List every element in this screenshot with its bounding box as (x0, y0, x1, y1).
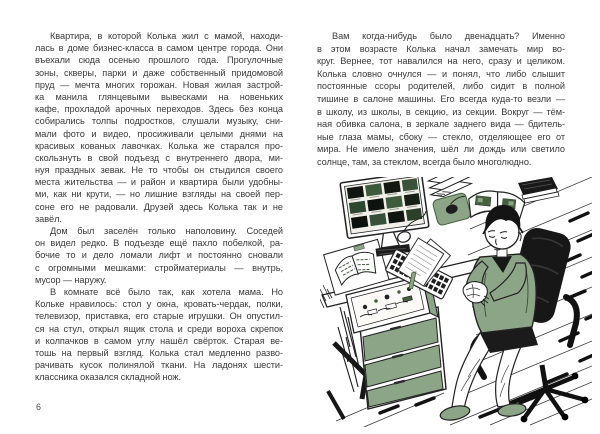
text-line: и колпачков в самом углу нашёл свёрток. Старая ве- (35, 335, 283, 346)
text-line: скользнуть в свой подъезд с внутреннего двора, ми- (35, 152, 283, 163)
text-line: постоянные ссоры родителей, либо сидит в полной (317, 81, 565, 92)
text-line: в этом возрасте Колька начал замечать мир во- (317, 43, 565, 54)
text-line: Дом был заселён только наполовину. Соседей (50, 226, 283, 236)
text-line: красивых кованых лавочках. Колька же старался про- (35, 140, 283, 151)
text-line: Колька словно очнулся — и понял, что либо слышит (317, 68, 565, 79)
mousepad-illustration (432, 192, 472, 226)
text-line: с огромными мешками: стройматериалы — внутрь, (35, 262, 283, 273)
boy-left-shoe (439, 404, 471, 423)
paragraph (317, 30, 565, 169)
paragraph (35, 286, 283, 384)
text-line: классника оказался складной нож. (35, 372, 182, 383)
text-line: соне его не радовали. Друзей здесь Колька так и не (35, 201, 283, 212)
text-line: круг. Вернее, тот навалился на него, сразу и целиком. (317, 56, 565, 67)
text-line: въехали сюда осенью прошлого года. Прогулочные (35, 55, 283, 66)
text-line: рачивать кусок полинялой ткани. На ладонях шести- (35, 360, 283, 371)
text-line: В комнате всё было так, как хотела мама. Но (50, 286, 283, 297)
text-line: Квартира, в которой Колька жил с мамой, находи- (50, 31, 283, 41)
paragraph (35, 30, 283, 225)
text-line: ка манила глянцевыми вывесками на новеньких (35, 91, 283, 102)
text-line: завёл. (35, 213, 62, 224)
text-line: нуя праздных зевак. Не то чтобы он стыдился своего (35, 165, 283, 176)
right-page (300, 0, 600, 434)
right-page-text (317, 30, 565, 169)
text-line: ми, как ни крути, — но лишние взгляды на своей пер- (35, 189, 283, 200)
text-line: телевизор, приставка, его старые игрушки. Он опустил- (35, 311, 283, 322)
text-line: тошь на первый взгляд. Колька стал медленно разво- (35, 347, 283, 358)
left-page-text (35, 30, 283, 383)
text-line: ные глаза мамы, сбоку — стекло, отделяющее его от (317, 131, 565, 142)
text-line: ная обивка салона, в зеркале заднего вида — бдитель- (317, 119, 565, 130)
text-line: Вам когда-нибудь было двенадцать? Именно (332, 31, 565, 41)
text-line: мали фото и видео, просиживали целыми днями на (35, 128, 283, 139)
text-line: тишине в салоне машины. Его всегда куда-то везли — (317, 93, 565, 104)
text-line: зоны, скверы, парки и даже собственный придомовой (35, 67, 283, 78)
text-line: он видел редко. В подъезде ещё пахло побелкой, ра- (35, 238, 283, 249)
text-line: места жительства — и район и квартира были удобны- (35, 177, 283, 188)
text-line: мира. Не имело значения, шёл ли дождь или светило (317, 144, 565, 155)
text-line: Кольке нравилось: стол у окна, кровать-чердак, полки, (35, 299, 283, 310)
room-illustration (320, 177, 592, 427)
boy-illustration (439, 205, 538, 422)
text-line: мусор — наружу. (35, 274, 107, 285)
text-line: бочие то и дело ломали лифт и постоянно сновали (35, 250, 283, 261)
text-line: солнце, там, за стеклом, всегда было многолюдно. (317, 156, 532, 167)
page-number: 6 (36, 402, 42, 412)
text-line: в школу, из школы, в секцию, из секции. Вокруг — тём- (317, 106, 565, 117)
text-line: собирались толпы подростков, слушали музыку, сни- (35, 116, 283, 127)
text-line: пруд — мечта многих горожан. Новая жилая застрой- (35, 79, 283, 90)
text-line: ся на стул, открыл ящик стола и среди вороха скрепок (35, 323, 283, 334)
book-stack-illustration (518, 177, 559, 203)
text-line: кафе, прохладой арочных переходов. Здесь без конца (35, 104, 283, 115)
paragraph (35, 225, 283, 286)
text-line: лась в доме бизнес-класса в самом центре города. Они (35, 43, 283, 54)
